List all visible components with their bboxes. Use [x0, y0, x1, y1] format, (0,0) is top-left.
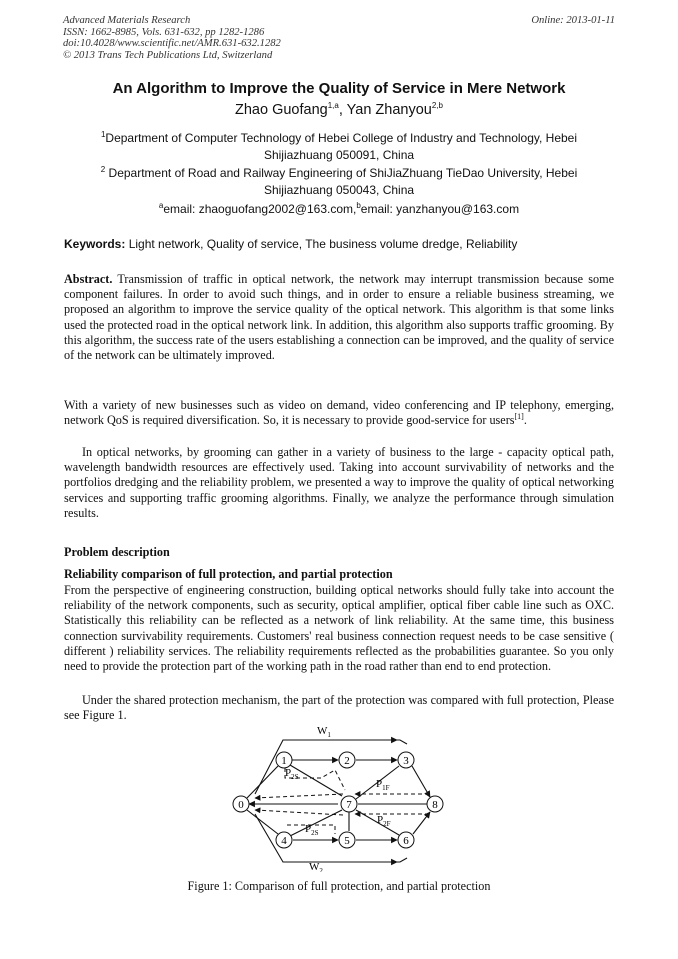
- node-2: [339, 752, 355, 768]
- node-8: [427, 796, 443, 812]
- p-path-return-2: [255, 810, 343, 815]
- keywords-text: Light network, Quality of service, The business volume dredge, Reliability: [125, 237, 518, 251]
- node-5: [339, 832, 355, 848]
- nodes: [233, 752, 443, 848]
- email-b: email: yanzhanyou@163.com: [360, 202, 520, 216]
- section-subheading: Reliability comparison of full protection, and partial protection: [64, 567, 393, 581]
- aff1-line1: Department of Computer Technology of Hebei College of Industry and Technology, Hebei: [105, 131, 578, 145]
- intro-p1-end: .: [523, 413, 527, 428]
- svg-text:8: 8: [432, 799, 438, 811]
- intro-p1-ref: [1]: [514, 412, 524, 422]
- label-p1f: $P_{1F}$: [376, 778, 390, 792]
- affiliation-2: [40, 165, 638, 199]
- intro-paragraph-2: In optical networks, by grooming can gather in a variety of business to the large - capacity optical path, wavelength bandwidth resources are effectively used. Taking into account survivability of networks and the portfolios dredging and the reliability problem, we presented a way to improve the quality of optical networking services and supporting traffic grooming algorithms. Finally, we analyze the performance through simulation results.: [64, 445, 614, 520]
- node-6: [398, 832, 414, 848]
- paper-title: An Algorithm to Improve the Quality of Service in Mere Network: [112, 80, 566, 97]
- email-a-sup: a: [158, 201, 164, 210]
- abstract-label: Abstract.: [64, 272, 113, 286]
- section-paragraph-2: Under the shared protection mechanism, the part of the protection was compared with full protection, Please see Figure 1.: [64, 693, 614, 723]
- aff1-line2: Shijiazhuang 050091, China: [263, 148, 415, 162]
- svg-text:3: 3: [403, 755, 409, 767]
- svg-text:6: 6: [403, 835, 409, 847]
- node-4: [276, 832, 292, 848]
- network-figure: [225, 722, 455, 872]
- author-1-sup: 1,a: [327, 101, 339, 111]
- author-2-sup: 2,b: [431, 101, 443, 111]
- label-w2: $W_2$: [309, 861, 323, 872]
- email-b-sup: b: [356, 201, 361, 210]
- node-0: [233, 796, 249, 812]
- journal-copyright: © 2013 Trans Tech Publications Ltd, Switzerland: [63, 49, 273, 61]
- node-1: [276, 752, 292, 768]
- svg-text:5: 5: [344, 835, 350, 847]
- author-separator: ,: [338, 102, 347, 118]
- edge-3-8: [412, 766, 430, 797]
- node-3: [398, 752, 414, 768]
- author-1: Zhao Guofang: [235, 102, 328, 118]
- figure-caption: Figure 1: Comparison of full protection, and partial protection: [187, 879, 491, 893]
- keywords-label: Keywords:: [64, 237, 126, 251]
- keywords: [64, 237, 614, 252]
- svg-text:0: 0: [238, 799, 244, 811]
- p-path-return: [255, 794, 343, 798]
- aff2-line1: Department of Road and Railway Engineering of ShiJiaZhuang TieDao University, Hebei: [105, 166, 578, 180]
- aff2-line2: Shijiazhuang 050043, China: [263, 183, 415, 197]
- section-heading: Problem description: [64, 545, 170, 559]
- journal-doi: doi:10.4028/www.scientific.net/AMR.631-632.1282: [63, 38, 281, 50]
- aff2-sup: 2: [100, 165, 106, 174]
- svg-text:7: 7: [346, 799, 352, 811]
- intro-paragraph-1: [64, 398, 614, 428]
- online-date: Online: 2013-01-11: [531, 15, 615, 26]
- label-p2s-top: $P_{2S}$: [285, 767, 299, 781]
- journal-name: Advanced Materials Research: [63, 15, 191, 26]
- abstract-text: Transmission of traffic in optical network, the network may interrupt transmission because some component failures. In order to avoid such things, and in order to ensure a reliable business streaming, we proposed an algorithm to improve the service quality of the optical network. This algorithm is that some links used the protected road in the optical network link. In addition, this algorithm also supports traffic grooming. By this algorithm, the success rate of the users establishing a connection can be improved, and the quality of service of the network can be ultimately improved.: [64, 272, 614, 363]
- intro-p1-text: With a variety of new businesses such as video on demand, video conferencing and IP telephony, emerging, network QoS is required diversification. So, it is necessary to provide good-service for users: [64, 398, 614, 428]
- author-2: Yan Zhanyou: [346, 102, 432, 118]
- section-paragraph-1: From the perspective of engineering construction, building optical networks should fully take into account the reliability of the network components, such as security, optical amplifier, optical fiber cable line such as OXC. Statistically this reliability can be reflected as a network of link reliability. At the same time, this business connection survivability requirements. Customers' real business connection request needs to be case sensitive ( different ) reliability services. The reliability requirements reflected as the probabilities guarantee. So you only need to provide the protection part of the working path in the road rather than end to end protection.: [64, 583, 614, 674]
- emails: [40, 202, 638, 216]
- node-7: [341, 796, 357, 812]
- email-a: email: zhaoguofang2002@163.com,: [163, 202, 357, 216]
- label-p2f: $P_{2F}$: [377, 814, 391, 828]
- svg-text:1: 1: [281, 755, 287, 767]
- edge-0-4: [247, 810, 278, 834]
- abstract: [64, 272, 614, 363]
- aff1-sup: 1: [100, 130, 106, 139]
- edge-0-1: [247, 766, 278, 798]
- svg-text:4: 4: [281, 835, 287, 847]
- svg-text:2: 2: [344, 755, 350, 767]
- label-p2s-bottom: $P_{2S}$: [305, 823, 319, 837]
- label-w1: $W_1$: [317, 725, 331, 739]
- edge-6-8: [413, 812, 430, 834]
- journal-header: [63, 15, 281, 61]
- journal-issn: ISSN: 1662-8985, Vols. 631-632, pp 1282-1286: [63, 26, 265, 38]
- authors: [40, 102, 638, 118]
- affiliation-1: [40, 130, 638, 164]
